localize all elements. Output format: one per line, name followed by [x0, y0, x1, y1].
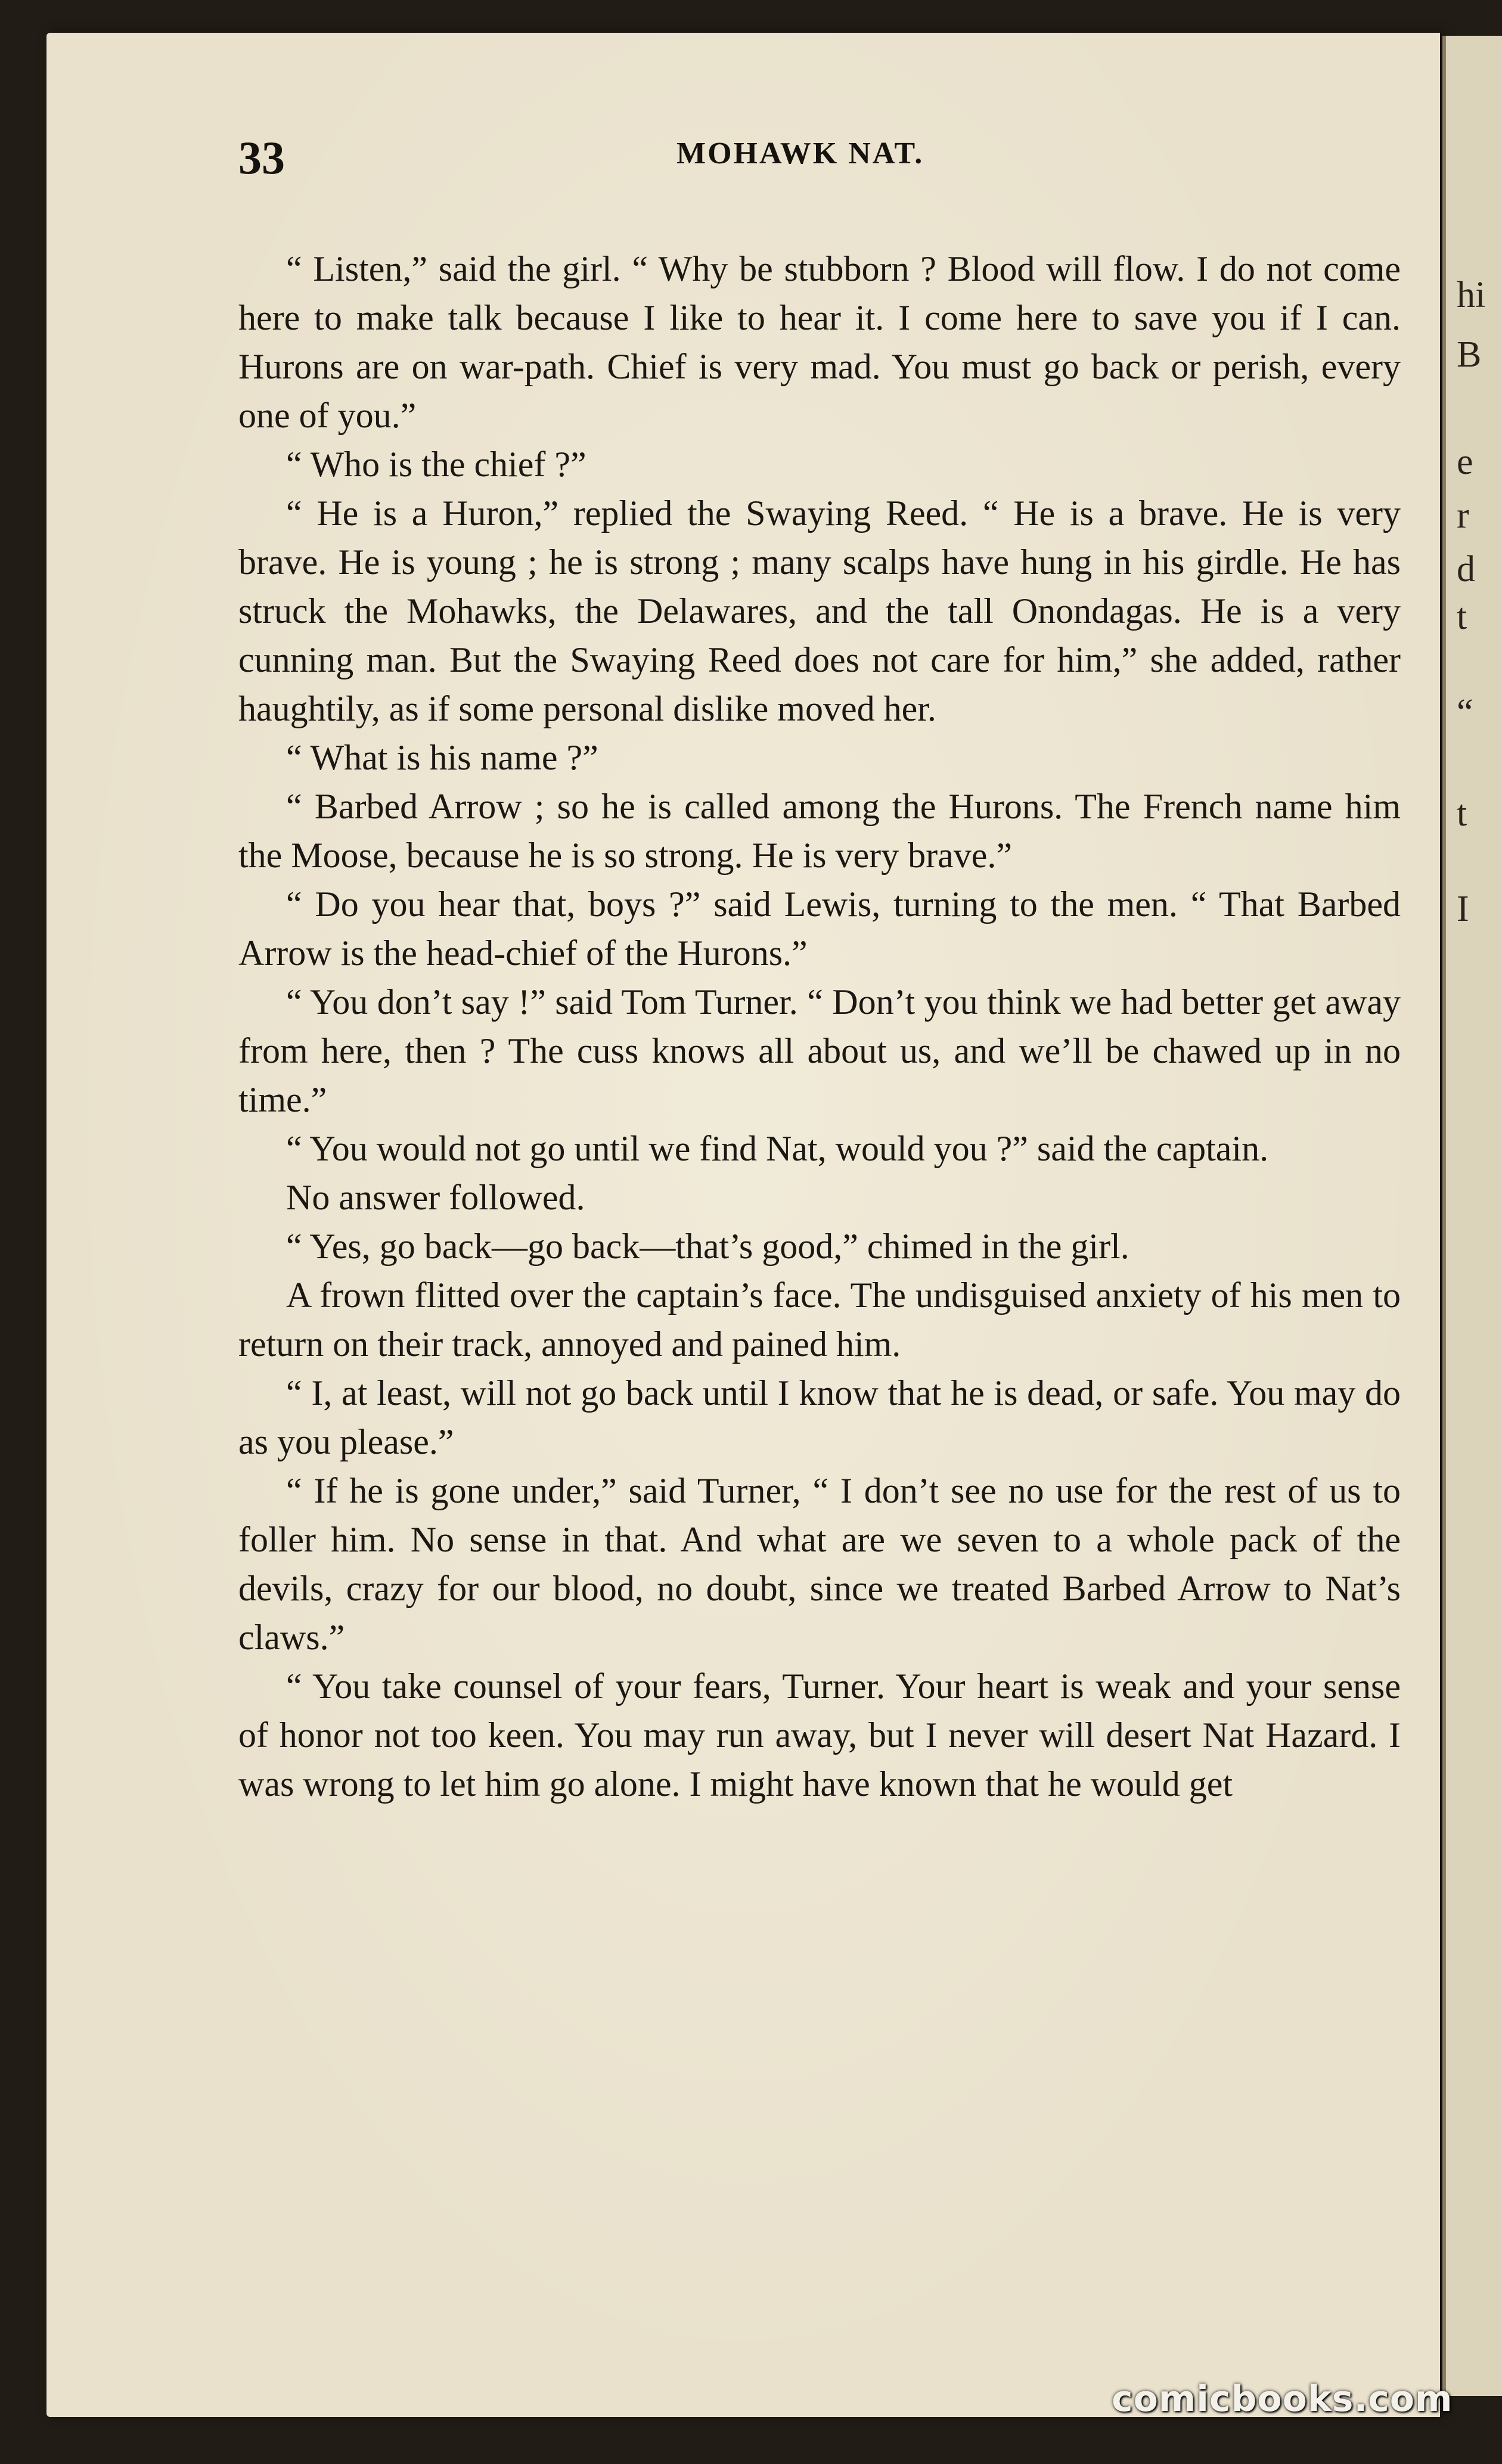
paragraph: “ If he is gone under,” said Turner, “ I don’t see no use for the rest of us to foller him. No sense in that. And what are we seven to a whole pack of the devils, crazy for our blood, no doubt, since we treated Barbed Arrow to Nat’s claws.” [238, 1471, 1401, 1657]
paragraph: “ Listen,” said the girl. “ Why be stubborn ? Blood will flow. I do not come here to make talk because I like to hear it. I come here to save you if I can. Hurons are on war-path. Chief is very mad. You must go back or perish, every one of you.” [238, 249, 1401, 435]
body-text [238, 244, 1401, 1808]
paragraph: “ Yes, go back—go back—that’s good,” chimed in the girl. [286, 1227, 1129, 1266]
paragraph: “ Barbed Arrow ; so he is called among the Hurons. The French name him the Moose, because he is so strong. He is very brave.” [238, 787, 1401, 875]
edge-fragment: “ [1457, 692, 1473, 733]
paragraph: “ What is his name ?” [286, 738, 598, 777]
paragraph: “ You don’t say !” said Tom Turner. “ Don’t you think we had better get away from here, then ? The cuss knows all about us, and we’ll be chawed up in no time.” [238, 982, 1401, 1119]
edge-fragment: t [1457, 793, 1467, 834]
paragraph: “ I, at least, will not go back until I know that he is dead, or safe. You may do as you please.” [238, 1373, 1401, 1461]
watermark: comicbooks.com [1112, 2378, 1453, 2420]
edge-fragment: hi [1457, 275, 1486, 315]
edge-fragment: t [1457, 597, 1467, 637]
edge-fragment: I [1457, 889, 1469, 929]
paragraph: A frown flitted over the captain’s face. The undisguised anxiety of his men to return on their track, annoyed and pained him. [238, 1276, 1401, 1364]
paragraph: No answer followed. [286, 1178, 585, 1217]
edge-fragment: d [1457, 549, 1475, 589]
paragraph: “ Do you hear that, boys ?” said Lewis, turning to the men. “ That Barbed Arrow is the head-chief of the Hurons.” [238, 885, 1401, 973]
paragraph: “ You take counsel of your fears, Turner. Your heart is weak and your sense of honor not too keen. You may run away, but I never will desert Nat Hazard. I was wrong to let him go alone. I might have known that he would get [238, 1667, 1401, 1804]
page-header [238, 131, 1442, 209]
edge-fragment: e [1457, 442, 1473, 482]
paragraph: “ Who is the chief ?” [286, 445, 586, 484]
adjacent-page-edge [1442, 36, 1502, 2396]
edge-fragment: r [1457, 495, 1469, 536]
edge-fragment: B [1457, 334, 1482, 375]
page-number: 33 [238, 132, 285, 184]
paragraph: “ You would not go until we find Nat, would you ?” said the captain. [286, 1129, 1269, 1168]
paragraph: “ He is a Huron,” replied the Swaying Reed. “ He is a brave. He is very brave. He is young ; he is strong ; many scalps have hung in his girdle. He has struck the Mohawks, the Delawares, and the tall Onondagas. He is a very cunning man. But the Swaying Reed does not care for him,” she added, rather haughtily, as if some personal dislike moved her. [238, 494, 1401, 728]
running-title: MOHAWK NAT. [676, 136, 924, 170]
